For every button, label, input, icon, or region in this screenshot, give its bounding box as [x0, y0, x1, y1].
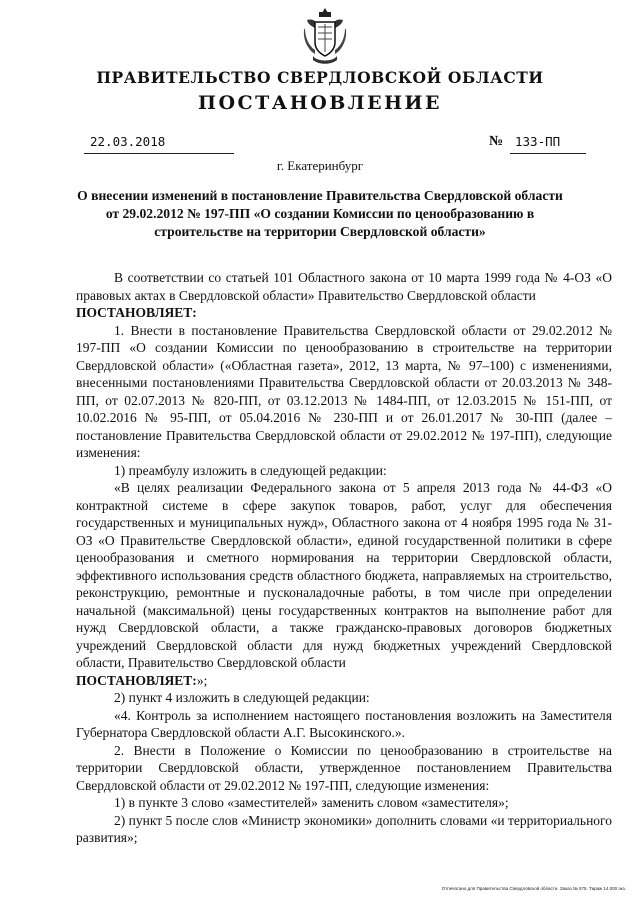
decree-keyword: ПОСТАНОВЛЯЕТ:: [76, 672, 197, 688]
quote-close: »;: [196, 672, 208, 688]
quoted-decree-line: [76, 672, 612, 690]
decree-body: [76, 269, 612, 847]
city-label: г. Екатеринбург: [276, 158, 364, 173]
decree-date: 22.03.2018: [84, 134, 234, 154]
paragraph-subitem: 1) в пункте 3 слово «заместителей» заменить словом «заместителя»;: [114, 795, 509, 810]
quoted-clause: «4. Контроль за исполнением настоящего постановления возложить на Заместителя Губернатора Свердловской области А.Г. Высокинского.».: [76, 707, 612, 740]
coat-of-arms-icon: [301, 6, 349, 66]
paragraph-item-2: 2. Внести в Положение о Комиссии по ценообразованию в строительстве на территории Свердловской области, утвержденное постановлением Правительства Свердловской области от 29.02.2012 № 197-ПП, следующие изменения:: [76, 742, 612, 793]
paragraph-item-1: 1. Внести в постановление Правительства Свердловской области от 29.02.2012 № 197-ПП «О создании Комиссии по ценообразованию в строительстве на территории Свердловской области» («Областная газета», 2012, 13 марта, № 97–100) с изменениями, внесенными постановлениями Правительства Свердловской области от 20.03.2013 № 348-ПП, от 02.07.2013 № 820-ПП, от 03.12.2013 № 1484-ПП, от 12.03.2015 № 151-ПП, от 10.02.2016 № 95-ПП, от 05.04.2016 № 230-ПП и от 26.01.2017 № 30-ПП (далее – постановление Правительства Свердловской области от 29.02.2012 № 197-ПП), следующие изменения:: [76, 322, 612, 460]
quoted-preamble: «В целях реализации Федерального закона от 5 апреля 2013 года № 44-ФЗ «О контрактной системе в сфере закупок товаров, работ, услуг для обеспечения государственных и муниципальных нужд», Областного закона от 4 ноября 1995 года № 31-ОЗ «О Правительстве Свердловской области», единой государственной политики в сфере ценообразования и сметного нормирования на территории Свердловской области, эффективного использования средств областного бюджета, направляемых на строительство, реконструкцию, ремонтные и пусконаладочные работы, в том числе при определении начальной (максимальной) цены государственных контрактов на выполнение работ для нужд Свердловской области, а также гражданско-правовых договоров бюджетных учреждений Свердловской области для нужд бюджетных учреждений Свердловской области, Правительство Свердловской области: [76, 480, 612, 670]
paragraph-subitem: 2) пункт 5 после слов «Министр экономики» дополнить словами «и территориального развития»;: [76, 812, 612, 845]
preamble-paragraph: В соответствии со статьей 101 Областного закона от 10 марта 1999 года № 4-ОЗ «О правовых актах в Свердловской области» Правительство Свердловской области: [76, 270, 612, 303]
paragraph-subitem: 1) преамбулу изложить в следующей редакции:: [114, 462, 387, 478]
decree-subject: О внесении изменений в постановление Правительства Свердловской области от 29.02.2012 № 197-ПП «О создании Комиссии по ценообразованию в строительстве на территории Свердловской области»: [77, 188, 563, 239]
decree-number: 133-ПП: [510, 134, 586, 154]
number-sign: №: [489, 134, 504, 149]
paragraph-subitem: 2) пункт 4 изложить в следующей редакции:: [114, 690, 370, 705]
government-title: ПРАВИТЕЛЬСТВО СВЕРДЛОВСКОЙ ОБЛАСТИ: [96, 68, 544, 87]
print-footer: Отпечатано для Правительства Свердловской области. Заказ № 575. Тираж 14 000 экз.: [441, 886, 626, 891]
document-type-title: ПОСТАНОВЛЕНИЕ: [198, 92, 442, 114]
decree-keyword: ПОСТАНОВЛЯЕТ:: [76, 305, 197, 320]
